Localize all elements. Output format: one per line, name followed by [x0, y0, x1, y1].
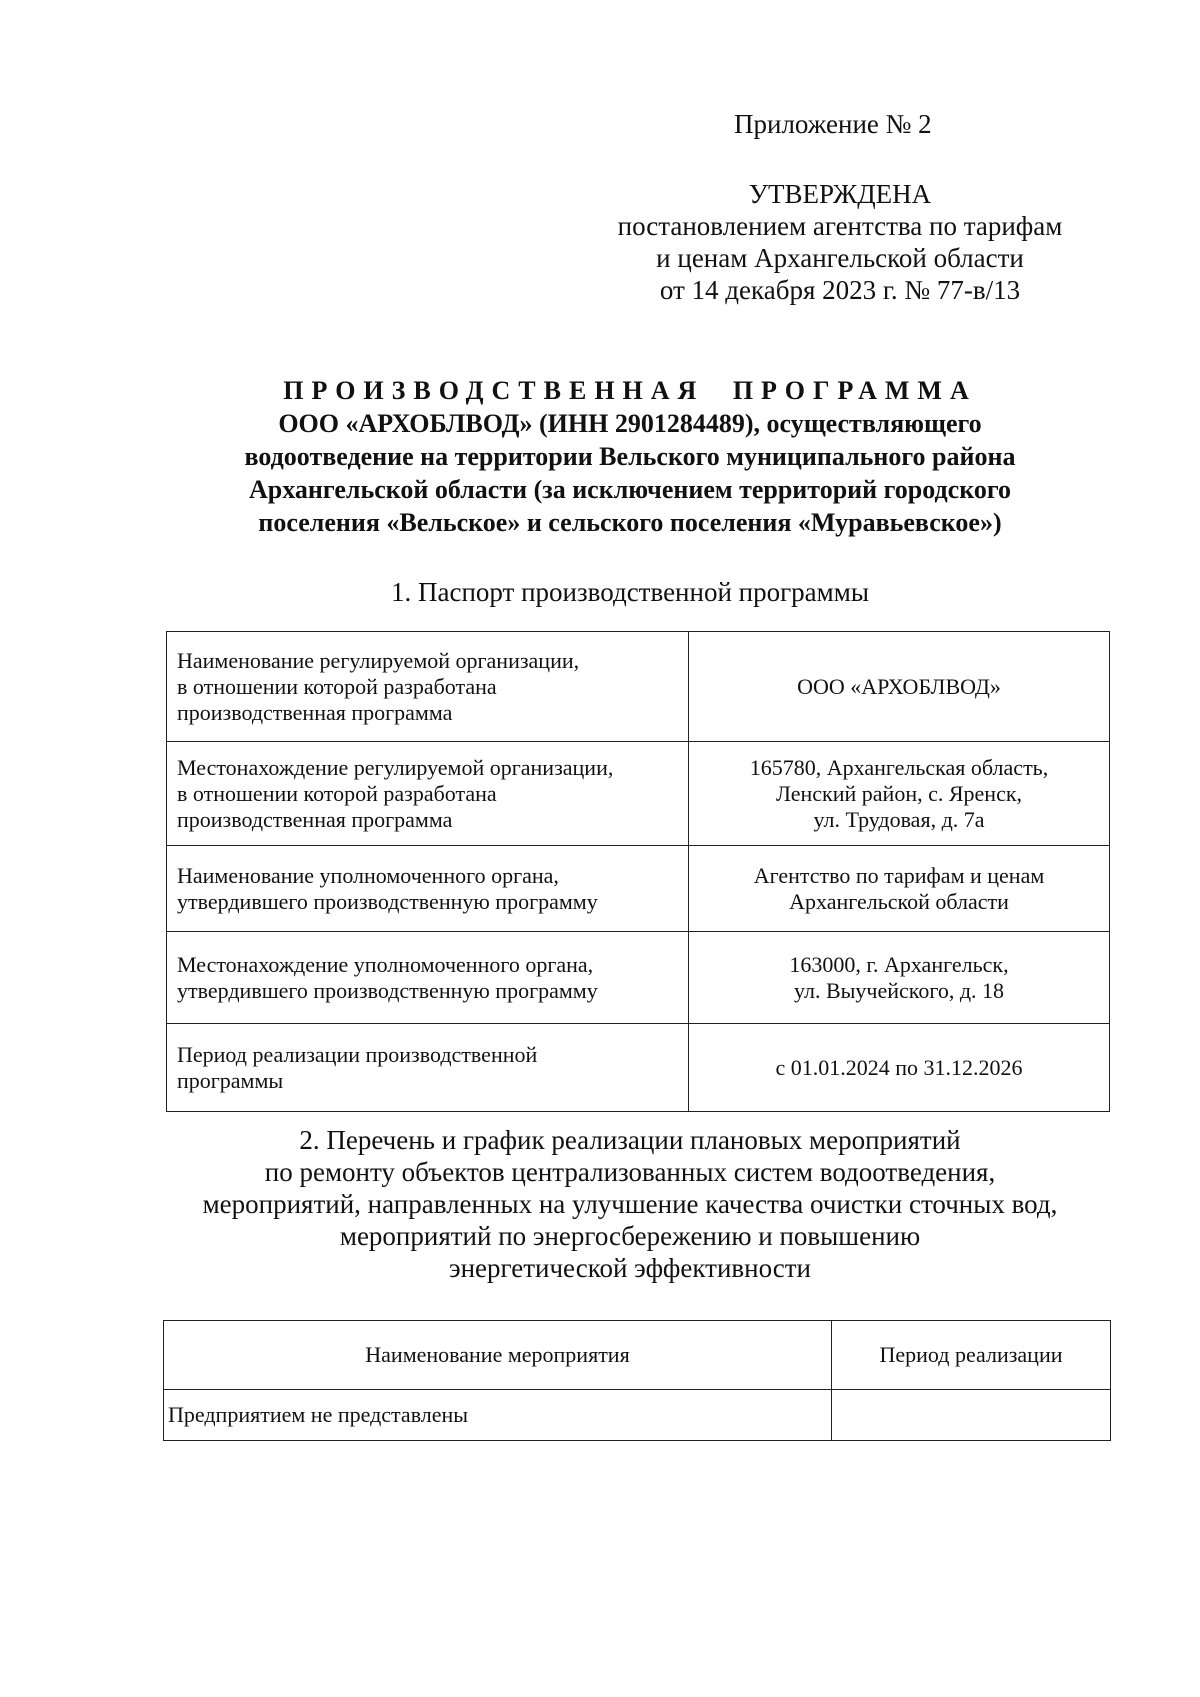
table-row: [167, 1024, 1110, 1112]
passport-label-cell: [167, 742, 689, 846]
program-heading: ПРОИЗВОДСТВЕННАЯ ПРОГРАММА: [283, 376, 977, 405]
cell-line: Архангельской области: [789, 888, 1009, 914]
passport-label-cell: [167, 846, 689, 932]
cell-line: с 01.01.2024 по 31.12.2026: [775, 1054, 1023, 1080]
cell-line: Ленский район, с. Яренск,: [775, 780, 1023, 806]
cell-line: утвердившего производственную программу: [177, 888, 598, 914]
table-header-row: [164, 1321, 1111, 1390]
table-row: [167, 846, 1110, 932]
table-row: [167, 632, 1110, 742]
heading-line: мероприятий, направленных на улучшение качества очистки сточных вод,: [202, 1189, 1058, 1219]
table-row: [167, 932, 1110, 1024]
cell-line: Местонахождение уполномоченного органа,: [177, 951, 594, 977]
program-title-line: поселения «Вельское» и сельского поселения «Муравьевское»): [258, 508, 1002, 537]
passport-value-cell: [689, 742, 1110, 846]
section-1-heading: 1. Паспорт производственной программы: [391, 577, 869, 607]
column-header-period: Период реализации: [832, 1321, 1111, 1390]
table-row: [167, 742, 1110, 846]
appendix-number: Приложение № 2: [734, 109, 932, 139]
approval-line: УТВЕРЖДЕНА: [748, 179, 932, 209]
heading-line: 2. Перечень и график реализации плановых мероприятий: [299, 1125, 961, 1155]
cell-line: ул. Трудовая, д. 7а: [813, 806, 985, 832]
cell-line: программы: [177, 1067, 284, 1093]
approval-block: [585, 178, 1095, 306]
event-name-cell: Предприятием не представлены: [164, 1390, 832, 1441]
event-period-cell: [832, 1390, 1111, 1441]
program-title-line: ООО «АРХОБЛВОД» (ИНН 2901284489), осуществляющего: [278, 409, 982, 438]
cell-line: 163000, г. Архангельск,: [789, 951, 1009, 977]
cell-line: Агентство по тарифам и ценам: [753, 862, 1045, 888]
approval-line: от 14 декабря 2023 г. № 77-в/13: [659, 275, 1021, 305]
program-title-line: водоотведение на территории Вельского муниципального района: [244, 442, 1016, 471]
passport-value-cell: [689, 932, 1110, 1024]
approval-line: и ценам Архангельской области: [656, 243, 1024, 273]
cell-line: 165780, Архангельская область,: [749, 754, 1049, 780]
section-2-heading: [130, 1124, 1130, 1284]
cell-line: производственная программа: [177, 806, 453, 832]
approval-line: постановлением агентства по тарифам: [617, 211, 1063, 241]
table-row: [164, 1390, 1111, 1441]
cell-line: Местонахождение регулируемой организации,: [177, 754, 614, 780]
passport-table: [166, 631, 1110, 1112]
events-table: [163, 1320, 1111, 1441]
cell-line: ООО «АРХОБЛВОД»: [797, 673, 1001, 699]
heading-line: энергетической эффективности: [449, 1253, 811, 1283]
cell-line: в отношении которой разработана: [177, 780, 497, 806]
program-title-line: Архангельской области (за исключением территорий городского: [248, 475, 1011, 504]
passport-value-cell: [689, 846, 1110, 932]
cell-line: производственная программа: [177, 699, 453, 725]
column-header-event-name: Наименование мероприятия: [164, 1321, 832, 1390]
heading-line: мероприятий по энергосбережению и повышению: [339, 1221, 921, 1251]
cell-line: Наименование уполномоченного органа,: [177, 862, 559, 888]
cell-line: утвердившего производственную программу: [177, 977, 598, 1003]
passport-label-cell: [167, 932, 689, 1024]
cell-line: ул. Выучейского, д. 18: [793, 977, 1005, 1003]
cell-line: Период реализации производственной: [177, 1041, 538, 1067]
passport-label-cell: [167, 632, 689, 742]
passport-value-cell: [689, 1024, 1110, 1112]
passport-label-cell: [167, 1024, 689, 1112]
program-title: [170, 374, 1090, 539]
heading-line: по ремонту объектов централизованных систем водоотведения,: [264, 1157, 996, 1187]
passport-value-cell: [689, 632, 1110, 742]
cell-line: Наименование регулируемой организации,: [177, 647, 580, 673]
cell-line: в отношении которой разработана: [177, 673, 497, 699]
